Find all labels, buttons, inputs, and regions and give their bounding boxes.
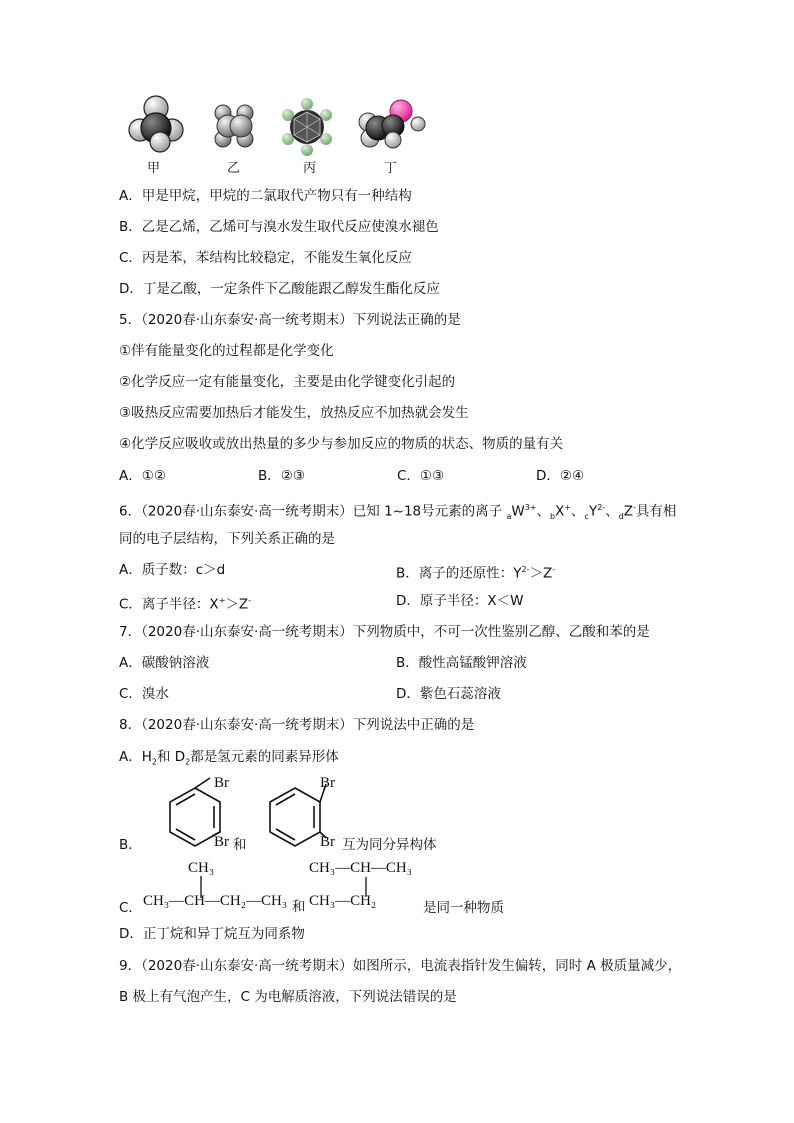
q5-item-3: ③吸热反应需要加热后才能发生，放热反应不加热就会发生 [119,405,469,421]
q4-option-d: D．丁是乙酸，一定条件下乙酸能跟乙醇发生酯化反应 [119,281,440,297]
br-label-3: Br [320,775,335,791]
and-label-b: 和 [233,837,247,853]
ethylene-model-icon [215,105,253,147]
label-yi: 乙 [227,161,241,176]
ethanol-model-icon [359,100,425,148]
c-structure-2-bottom: CH₃—CH₂ [309,893,377,909]
q7-option-a: A．碳酸钠溶液 [119,655,210,671]
br-label-1: Br [214,775,229,791]
q8-option-b-tail: 互为同分异构体 [342,837,437,853]
q4-option-a: A．甲是甲烷，甲烷的二氯取代产物只有一种结构 [119,188,412,204]
q6-stem: 6．（2020春·山东泰安·高一统考期末）已知 1~18号元素的离子 $_aW^{3+}$、$_b$X+、$_cY^{2-}$、$_d$Z-具有相 [119,503,677,522]
q9-stem-line1: 9．（2020春·山东泰安·高一统考期末）如图所示，电流表指针发生偏转，同时 A 极质量减少， [119,958,682,974]
c-structure-1: CH₃—CH—CH₂—CH₃ [143,893,288,909]
q5-option-b: B．②③ [258,468,305,484]
q6-option-c: C．离子半径：X+＞Z- [119,596,252,613]
q7-option-c: C．溴水 [119,686,169,702]
q5-option-c: C．①③ [397,468,445,484]
br-label-4: Br [320,834,335,850]
q5-item-2: ②化学反应一定有能量变化，主要是由化学键变化引起的 [119,374,456,390]
and-label-c: 和 [292,899,306,915]
q4-option-c: C．丙是苯，苯结构比较稳定，不能发生氧化反应 [119,250,412,266]
benzene-model-icon [282,98,332,156]
q8-option-c-tail: 是同一种物质 [423,900,504,916]
q8-stem: 8．（2020春·山东泰安·高一统考期末）下列说法中正确的是 [119,717,475,733]
q6-option-b: B．离子的还原性：$Y^{2-}>Z^-$ [396,565,556,582]
q4-option-b: B．乙是乙烯，乙烯可与溴水发生取代反应使溴水褪色 [119,219,439,235]
q7-option-d: D．紫色石蕊溶液 [396,686,501,702]
q6-option-a: A．质子数：c＞d [119,562,226,578]
q5-item-4: ④化学反应吸收或放出热量的多少与参加反应的物质的状态、物质的量有关 [119,436,564,452]
methane-model-icon [129,96,183,152]
q5-option-a: A．①② [119,468,166,484]
c-ch3-top: CH₃ [188,860,215,876]
q6-stem-line2: 同的电子层结构，下列关系正确的是 [119,531,335,547]
q9-stem-line2: B 极上有气泡产生，C 为电解质溶液，下列说法错误的是 [119,989,457,1005]
q8-option-d: D．正丁烷和异丁烷互为同系物 [119,926,305,942]
molecule-models [0,0,794,160]
label-bing: 丙 [303,161,317,176]
q5-stem: 5．（2020春·山东泰安·高一统考期末）下列说法正确的是 [119,312,461,328]
q6-option-d: D．原子半径：X＜W [396,593,524,609]
q7-stem: 7．（2020春·山东泰安·高一统考期末）下列物质中，不可一次性鉴别乙醇、乙酸和苯的是 [119,624,650,640]
q8-option-c-label: C． [119,900,142,916]
br-label-2: Br [214,834,229,850]
label-ding: 丁 [384,161,398,176]
q8-option-b-label: B． [119,837,142,853]
label-jia: 甲 [147,161,161,176]
c-structure-2-top: CH₃—CH—CH₃ [309,860,412,876]
q7-option-b: B．酸性高锰酸钾溶液 [396,655,527,671]
q5-option-d: D．②④ [536,468,585,484]
q8-option-a: A．$H_2$和 $D_2$都是氢元素的同素异形体 [119,749,339,767]
q5-item-1: ①伴有能量变化的过程都是化学变化 [119,343,334,359]
